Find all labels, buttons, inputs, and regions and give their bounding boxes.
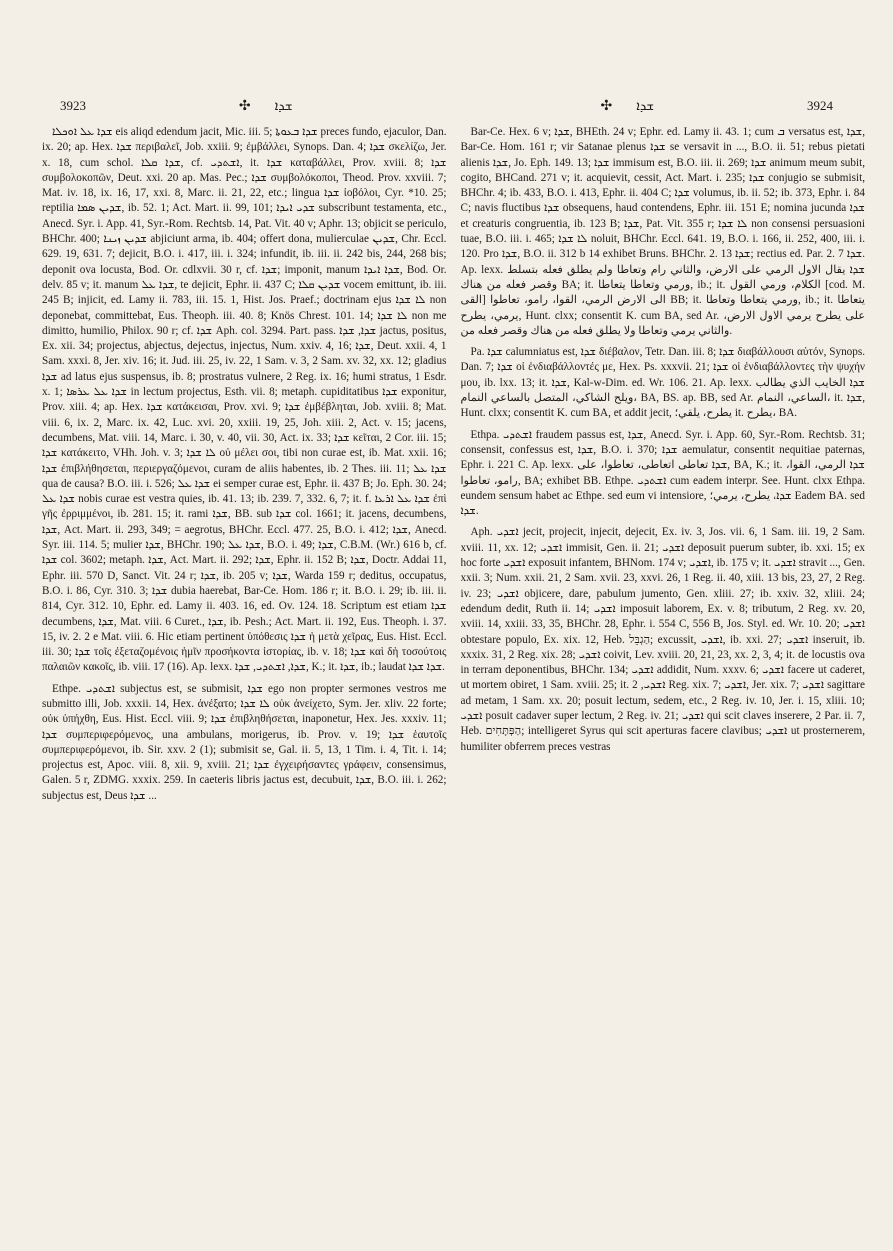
page-header	[60, 92, 833, 120]
ornament-icon: ✣	[238, 98, 251, 114]
right-column	[461, 125, 866, 1221]
entry-paragraph: Ethpa. ܐܫܬܕܝ fraudem passus est, ܫܕܐ, Anecd. Syr. i. App. 60, Syr.-Rom. Rechtsb. 31; consensit, confessus est, ܫܕܐ, B.O. i. 370; ܫܕܐ aemulatur, consentit nequitiae paternas, Ephr. i. 221 C. Ap. lexx. ܫܕܐ تعاطى اتعاطى، تعاطوا، على, BA, K.; it. ܫܕܐ الرمي، القوا، رامو، تعاطوا, BA; exhibet BB. Ethpe. ܐܫܬܕܝ cum eadem interpr. See. Hunt. clxx Ethpa. eundem sensum habet ac Ethpe. sed eum vi intensiore, ܫܕܐ، يطرح، يرمي؛ Eadem BA. sed ܫܕܐ.	[460, 428, 865, 518]
right-page-number: 3924	[807, 98, 833, 113]
entry-paragraph: Aph. ܐܫܕܝ jecit, projecit, injecit, dejecit, Ex. iv. 3, Jos. vii. 6, 1 Sam. iii. 19, 2 Sam. xviii. 11, xx. 12; ܐܫܕܝ immisit, Gen. ii. 21; ܐܫܕܝ deposuit puerum subter, ib. xxi. 15; ex hoc forte ܐܫܕܝ exposuit infantem, BHNom. 174 v; ܐܫܕܝ, ib. 175 v; it. ܐܫܕܝ stravit ..., Gen. xxii. 3; Num. xxii. 21, 2 Sam. xvii. 23, xxvi. 26, 1 Reg. ii. 40, xiii. 13 bis, 23, 27, 2 Reg. iv. 23; ܐܫܕܝ objicere, dare, pabulum jumento, Gen. xliii. 27; ib. xxiv. 32, xliii. 24; edendum dedit, Ruth ii. 14; ܐܫܕܝ imposuit laborem, Ex. v. 8; tributum, 2 Reg. xv. 20, xviii. 14, xxiii. 33, 35, BHChr. 28, Ephr. i. 554 C, 556 B, Jos. Styl. ed. Wr. 10. 20; ܐܫܕܝ obtestare populo, Ex. xix. 12, Heb. הַגְבֵּל; excussit, ܐܫܕܝ, ib. xxi. 27; ܐܫܕܝ inseruit, ib. xxxix. 31, 2 Reg. xix. 28; ܐܫܕܝ coivit, Lev. xviii. 20, 21, 23, xx. 2, 3, 4; it. de locustis ova in terram deponentibus, BHChr. 134; ܐܫܕܝ addidit, Num. xxxv. 6; ܐܫܕܝ facere ut caderet, ut mortem obiret, 1 Sam. xviii. 25; it. ܐܫܕܝ, 2 Reg. xix. 7; ܐܫܕܝ, Jer. xix. 7; ܐܫܕܝ sagittare ad metam, 1 Sam. xx. 20; posuit lectum, sedem, etc., 2 Reg. iv. 10, Jer. i. 15, xliii. 10; ܐܫܕܝ posuit cadaver super lectum, 2 Reg. iv. 21; ܐܫܕܝ qui scit claves inserere, 2 Par. ii. 7, Heb. הַפְּתָּחִים; intelligeret Syrus qui scit aperturas facere clavibus; ܐܫܕܝ ut prosternerem, humiliter obferrem preces vestras	[460, 526, 865, 753]
entry-paragraph: ܫܕܐ ܥܠ ܐܘܟܠܐ eis aliqd edendum jacit, Mic. iii. 5; ܫܕܐ ܒܥܘܬܐ preces fundo, ejaculor, Dan. ix. 20; ap. Hex. ܫܕܐ περιβαλεῖ, Job. xxiii. 9; ἐμβάλλει, Synops. Dan. 4; ܫܕܐ σκελίζω, Jer. x. 18, cum schol. ܫܕܐ ܩܠܐ, cf. ܐܫܬܕܝ, it. ܫܕܐ καταβάλλει, Prov. xviii. 8; ܫܕܐ συμβολοκοπῶν, Deut. xxi. 20 ap. Mas. Pec.; ܫܕܐ συμβολόκοποι, Theod. Prov. xxviii. 7; Mat. iv. 18, ix. 16, 17, xxi. 8, Marc. ii. 21, 22, etc.; lingua ܫܕܐ ἰοβόλοι, Cyr. *10. 25; reptilia ܫܕܝܢ ܣܡܐ, ib. 52. 1; Act. Mart. ii. 99, 101; ܫܕܝ ܐܝܕܐ subscribunt testamenta, etc., Anecd. Syr. i. App. 41, Syr.-Rom. Rechtsb. 14, Pat. Vit. 40 v; Aphr. 13; objicit se periculo, BHChr. 400; ܫܕܝܢ ܙܝܢܐ abjiciunt arma, ib. 404; offert dona, mulierculae ܫܕܝܢ, Chr. Eccl. 629. 19, 631. 7; dejicit, B.O. i. 417, iii. i. 324; infundit, ib. iii. ii. 242 bis, 244, 268 bis; deponit ova locusta, Bod. Or. cdlxvii. 30 r, cf. ܫܕܐ; imponit, manum ܫܕܐ ܐܝܕܐ, Bod. Or. delv. 85 v; it. manum ܫܕܐ ܥܠ, te dejicit, Ephr. ii. 437 C; ܫܕܝܢ ܩܠܐ vocem emittunt, ib. iii. 245 B; injicit, ed. Lamy ii. 783, iii. 15. 1, Hist. Jos. Praef.; doctrinam ejus ܠܐ ܫܕܐ non deponebat, committebat, Eus. Theoph. iii. 40. 8; Knös Chrest. 101. 14; ܠܐ ܫܕܐ non me dimitto, humilio, Philox. 90 r; cf. ܫܕܐ Aph. col. 3294. Part. pass. ܫܕܐ, ܫܕܐ jactus, positus, Ex. xii. 34; projectus, abjectus, dejectus, injectus, Num. xxiv. 4, 16; ܫܕܐ, Deut. xxii. 4, 1 Sam. xxxi. 8, Jer. xiv. 16; it. Jud. iii. 25, iv. 22, 1 Sam. v. 3, 2 Sam. xv. 32, xx. 12; gladius ܫܕܐ ad latus ejus suspensus, ib. 8; prostratus vulnere, 2 Reg. ix. 16; humi stratus, 1 Esdr. x. 1; ܫܕܐ ܥܠ ܥܪܣܐ in lectum projectus, Esth. vii. 8; metaph. cupiditatibus ܫܕܐ exponitur, Prov. xiii. 4; ap. Hex. ܫܕܐ κατάκεισαι, Prov. xvi. 9; ܫܕܐ ἐμβέβληται, Job. xviii. 8; Mat. viii. 6, ix. 2, Marc. ix. 42, Luc. xvi. 20, xxiii. 19, 25, Joh. xiii. 2, Act. v. 15; jacens, decumbens, Mat. viii. 14, Marc. i. 30, v. 40, vii. 30, Act. ix. 33; ܫܕܐ κεῖται, 2 Cor. iii. 15; ܫܕܐ κατάκειτο, VHh. Joh. v. 3; ܠܐ ܫܕܐ οὐ μέλει σοι, tibi non curae est, ib. Mat. xxii. 16; ܫܕܐ ἐπιβλήθησεται, περιεργαζόμενοι, curam de aliis habentes, ib. 2 Thes. iii. 11; ܫܕܐ ܥܠ qua de causa? B.O. iii. i. 526; ܫܕܐ ܥܠ ei semper curae est, Ephr. ii. 437 B; Jo. Eph. 30. 24; ܫܕܐ ܥܠ nobis curae est vestra quies, ib. 41. 13; ib. 239. 7, 332. 6, 7; it. f. ܫܕܐ ܥܠ ܐܪܥܐ ἐπὶ γῆς ἐρριμμένοι, ib. 281. 15; it. rami ܫܕܐ, BB. sub ܫܕܐ col. 1661; it. jacens, decumbens, ܫܕܐ, Act. Mart. ii. 293, 349; = aegrotus, BHChr. Eccl. 477. 25, B.O. i. 412; ܫܕܐ, Anecd. Syr. iii. 114. 5; mulier ܫܕܐ, BHChr. 190; ܫܕܐ ܥܠ, B.O. i. 49; ܫܕܐ, C.B.M. (Wr.) 616 b, cf. ܫܕܐ col. 3602; metaph. ܫܕܐ, Act. Mart. ii. 292; ܫܕܐ, Ephr. ii. 152 B; ܫܕܐ, Doctr. Addai 11, Ephr. iii. 570 D, Sanct. Vit. 24 r; ܫܕܐ, ib. 205 v; ܫܕܐ, Warda 159 r; deditus, occupatus, B.O. i. 86, Cyr. 310. 3; ܫܕܐ dubia haerebat, Bar-Ce. Hom. 186 r; it. B.O. i. 29; ib. iii. ii. 814, Cyr. 312. 10, Ephr. ed. Lamy ii. 403. 16, ed. Ov. 124. 18. Scriptum est etiam ܫܕܐ decumbens, ܫܕܐ, Mat. viii. 6 Curet., ܫܕܐ, ib. Pesh.; Act. Mart. ii. 192, Eus. Theoph. i. 37. 15, iv. 2. 2 e Mat. viii. 6. Hic etiam pertinent ὑπόθεσις ܫܕܐ ἡ μετὰ χεῖρας, Eus. Hist. Eccl. iii. 30; ܫܕܐ τοῖς ἐξεταζομένοις ἡμῖν προσήκοντα ἱστορίας, ib. v. 18; ܫܕܐ καὶ δὴ τοσούτοις παλαιῶν κακοῖς, ib. viii. 17 (16). Ap. lexx. ܫܕܐ, ܐܫܬܕܝ, ܫܕܐ, K.; it. ܫܕܐ, ib.; laudat ܫܕܐ ܫܕܐ.	[42, 126, 447, 674]
left-page-number: 3923	[60, 98, 86, 113]
text-columns	[42, 125, 865, 1221]
running-heads	[239, 98, 654, 115]
left-running-head: ܫܕܐ	[274, 97, 293, 113]
left-column	[42, 125, 447, 1221]
entry-paragraph: Ethpe. ܐܫܬܕܝ subjectus est, se submisit, ܫܕܐ ego non propter sermones vestros me submitto illi, Job. xxxii. 14, Hex. ἀνέξατο; ܠܐ ܫܕܐ οὐκ ἀνείχετο, Sym. Jer. xliv. 22 forte; οὐκ ὑπήχθη, Eus. Hist. Eccl. viii. 9; ܫܕܐ ἐπιβληθήσεται, inaponetur, Hex. Jes. xxxiv. 11; ܫܕܐ συμπεριφερόμενος, una ambulans, morigerus, ib. Prov. v. 19; ܫܕܐ ἑαυτοῖς συμπεριφερόμενοι, ib. Sir. xxv. 2 (1); submisit se, Gal. ii. 5, 13, 1 Tim. i. 4, Tit. i. 14; projectus est, Apoc. viii. 8, xii. 9, xviii. 21; ܫܕܐ ἐγχειρήσαντες γράφειν, consensimus, Galen. 5 r, ZDMG. xxxix. 259. In caeteris libris jactus est, decubuit, ܫܕܐ, B.O. iii. i. 262; subjectus est, Deus ܫܕܐ ...	[42, 682, 447, 802]
entry-paragraph: Bar-Ce. Hex. 6 v; ܫܕܐ, BHEth. 24 v; Ephr. ed. Lamy ii. 43. 1; cum ܒ versatus est, ܫܕܐ, Bar-Ce. Hom. 161 r; vir Satanae plenus ܫܕܐ se versavit in ..., B.O. ii. 51; rebus pietati alienis ܫܕܐ, Jo. Eph. 149. 13; ܫܕܐ immisum est, B.O. iii. ii. 269; ܫܕܐ animum meum subit, cogito, BHCand. 271 v; it. acquievit, cessit, Act. Mart. i. 235; ܫܕܐ conjugio se submisit, BHChr. 4; ib. 433, B.O. i. 413, Ephr. ii. 404 C; ܫܕܐ volumus, ib. ii. 52; ib. 373, Ephr. i. 84 C; navis fluctibus ܫܕܐ obsequens, haud contendens, Ephr. iii. 151 E; nomina jucunda ܫܕܐ et creaturis congruentia, ib. 123 B; ܫܕܐ, Pat. Vit. 355 r; ܠܐ ܫܕܐ non consensi persuasioni tuae, B.O. iii. i. 465; ܠܐ ܫܕܐ noluit, BHChr. Eccl. 641. 19, B.O. i. 166, ii. 252, 400, iii. i. 120. Pro ܫܕܐ, B.O. ii. 312 b 14 exhibet Bruns. BHChr. 2. 13 ܫܕܐ; rectius ed. Par. 2. 7 ܫܕܐ. Ap. lexx. ܫܕܐ يقال الاول الرمي على الارض، والثاني رام وتعاطا ولم يطلق فعله بتسلط وقصر فعله من هناك BA; it. ورمي وتعاطا يتعاطا, ib.; it. الكلام، ورمي القول [cod. M. القى] الى الارض الرمي، القوا، رامو، تعاطوا BB; it. ورمي يتعاطا وتعاطا, ib.; it. يتعاطا يرمي، يطرح, Hunt. clxx; consentit K. cum BA, sed Ar. على يطرح يرمي الاول الارض، والثاني يرمي وتعاطا ولا يطلق فعله من هناك وقصر فعله من.	[460, 126, 865, 337]
ornament-icon: ✣	[600, 98, 613, 114]
entry-paragraph: Pa. ܫܕܐ calumniatus est, ܫܕܐ διέβαλον, Tetr. Dan. iii. 8; ܫܕܐ διαβάλλουσι αὐτόν, Synops. Dan. 7; ܫܕܐ οἱ ἐνδιαβάλλοντές με, Hex. Ps. xxxvii. 21; ܫܕܐ οἱ ἐνδιαβάλλοντες τὴν ψυχήν μου, ib. lxx. 13; it. ܫܕܐ, Kal-w-Dim. ed. Wr. 106. 21. Ap. lexx. ܫܕܐ الخايب الذي يطالب ويلح الشاكي، المتصل بالساعي النمام، BA, BS. ap. BB, sed Ar. الساعي، النمام، it. ܫܕܐ, Hunt. clxx; consentit K. cum BA, et addit jecit, يطرح، يلقي؛ it. يطرح، BA.	[460, 346, 865, 420]
right-running-head: ܫܕܐ	[636, 97, 655, 113]
